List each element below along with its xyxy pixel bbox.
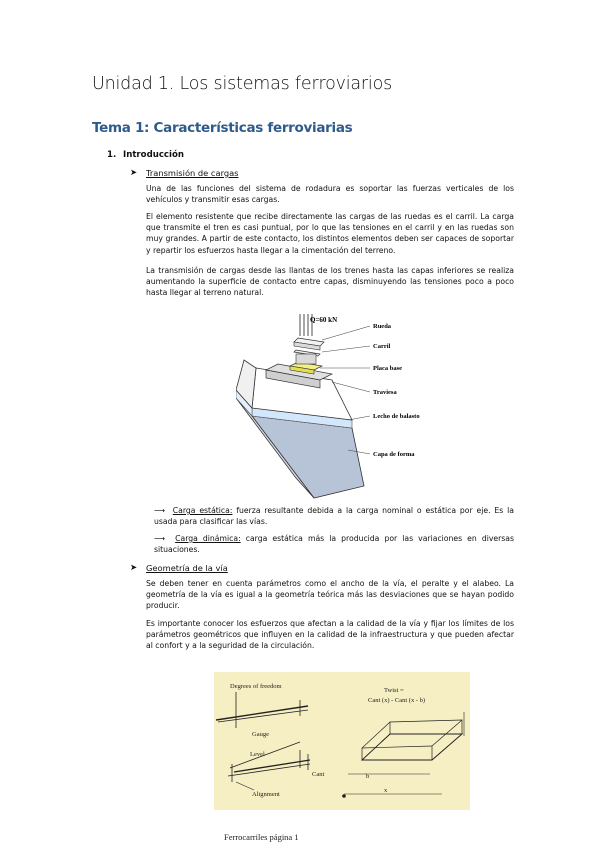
figure-label: Placa base	[373, 365, 403, 372]
arrow-bullet-icon: ➤	[130, 167, 138, 177]
section-heading	[107, 150, 184, 160]
x-label: x	[384, 787, 388, 794]
subsection-title-transmision: Transmisión de cargas	[146, 168, 239, 178]
paragraph: El elemento resistente que recibe directamente las cargas de las ruedas es el carril. La carga que transmite el tren es casi puntual, por lo que las tensiones en el carril y en las ruedas son muy grandes. A partir de este contacto, los distintos elementos deben ser capaces de soportar y repartir los esfuerzos hasta llegar a la cimentación del terreno.	[146, 212, 514, 255]
figure-label: Rueda	[373, 323, 392, 330]
figure-label: Traviesa	[373, 389, 397, 396]
track-geometry-figure	[214, 672, 470, 810]
capa-de-forma-shape	[252, 416, 364, 498]
paragraph: La transmisión de cargas desde las llantas de los trenes hasta las capas inferiores se realiza aumentando la superficie de contacto entre capas, disminuyendo las tensiones poco a poco hasta llegar al terreno natural.	[146, 266, 514, 298]
b-label: b	[366, 773, 370, 780]
freedom-label: Degrees of freedom	[230, 683, 282, 690]
cant-label: Cant	[312, 771, 325, 778]
long-arrow-icon: ⟶	[154, 506, 166, 515]
definition: carga estática más la producida por las variaciones en diversas situaciones.	[154, 534, 515, 555]
unit-title: Unidad 1. Los sistemas ferroviarios	[92, 74, 392, 94]
load-label: Q=60 kN	[310, 316, 338, 324]
twist-label: Twist =	[384, 687, 404, 694]
figure-label: Carril	[373, 343, 391, 350]
topic-title: Tema 1: Características ferroviarias	[92, 120, 353, 136]
level-label: Level	[250, 751, 265, 758]
long-arrow-icon: ⟶	[154, 534, 166, 543]
subsection-title-geometria: Geometría de la vía	[146, 563, 228, 573]
paragraph: Una de las funciones del sistema de rodadura es soportar las fuerzas verticales de los vehículos y transmitir esas cargas.	[146, 184, 514, 205]
arrow-bullet-icon: ➤	[130, 562, 138, 572]
load-transmission-figure	[236, 308, 446, 500]
list-item	[154, 505, 514, 527]
page-footer: Ferrocarriles página 1	[224, 832, 299, 842]
gauge-label: Gauge	[252, 731, 269, 738]
section-number: 1.	[107, 150, 117, 160]
twist-formula: Cant (x) - Cant (x - b)	[368, 697, 426, 704]
paragraph: Es importante conocer los esfuerzos que afectan a la calidad de la vía y fijar los límites de los parámetros geométricos que influyen en la calidad de la infraestructura y que pueden afectar al confort y a la seguridad de la circulación.	[146, 619, 514, 651]
section-title: Introducción	[123, 150, 184, 160]
definition: fuerza resultante debida a la carga nominal o estática por eje. Es la usada para clasificar las vías.	[154, 506, 514, 527]
list-item	[154, 533, 514, 555]
figure-label: Lecho de balasto	[373, 413, 420, 420]
figure-label: Capa de forma	[373, 451, 415, 458]
alignment-label: Alignment	[252, 791, 280, 798]
term: Carga dinámica:	[175, 534, 241, 543]
term: Carga estática:	[172, 506, 233, 515]
paragraph: Se deben tener en cuenta parámetros como el ancho de la vía, el peralte y el alabeo. La geometría de la vía es igual a la geometría teórica más las desviaciones que se hayan podido producir.	[146, 579, 514, 611]
